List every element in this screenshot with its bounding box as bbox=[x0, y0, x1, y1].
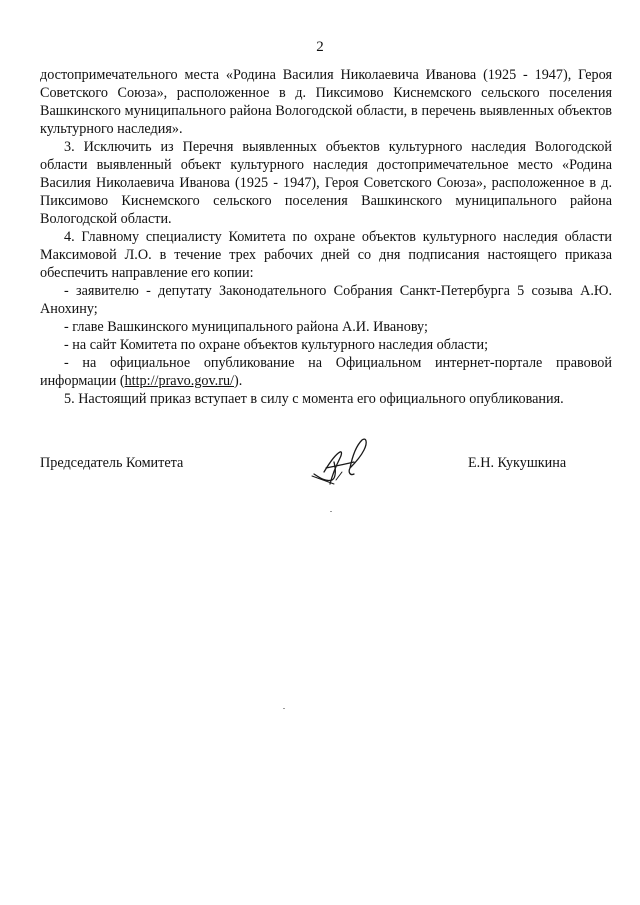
distribution-item-district-head: - главе Вашкинского муниципального района А.И. Иванову; bbox=[64, 319, 428, 335]
paragraph-3: 3. Исключить из Перечня выявленных объектов культурного наследия Вологодской области выявленный объект культурного наследия достопримечательное место «Родина Василия Николаевича Иванова (1925 - 1947), Героя Советского Союза», расположенное в д. Пиксимово Киснемского сельского поселения Вашкинского муниципального района Вологодской области. bbox=[40, 139, 612, 227]
distribution-item-applicant: - заявителю - депутату Законодательного Собрания Санкт-Петербурга 5 созыва А.Ю. Анохину; bbox=[40, 283, 612, 317]
order-body-text bbox=[40, 66, 612, 408]
handwritten-signature bbox=[306, 432, 386, 490]
scan-speck bbox=[283, 708, 285, 709]
paragraph-2-continuation: достопримечательного места «Родина Василия Николаевича Иванова (1925 - 1947), Героя Советского Союза», расположенное в д. Пиксимово Киснемского сельского поселения Вашкинского муниципального района Вологодской области, в перечень выявленных объектов культурного наследия». bbox=[40, 67, 612, 137]
signatory-name: Е.Н. Кукушкина bbox=[468, 455, 567, 471]
publication-text-end: ). bbox=[234, 373, 243, 389]
pravo-portal-link[interactable]: http://pravo.gov.ru/ bbox=[124, 373, 234, 389]
paragraph-4: 4. Главному специалисту Комитета по охране объектов культурного наследия области Максимовой Л.О. в течение трех рабочих дней со дня подписания настоящего приказа обеспечить направление его копии: bbox=[40, 229, 612, 281]
signatory-title: Председатель Комитета bbox=[40, 455, 184, 471]
paragraph-5: 5. Настоящий приказ вступает в силу с момента его официального опубликования. bbox=[64, 391, 564, 407]
scan-speck bbox=[330, 511, 332, 512]
page-number: 2 bbox=[316, 39, 324, 55]
distribution-item-website: - на сайт Комитета по охране объектов культурного наследия области; bbox=[64, 337, 489, 353]
distribution-item-publication bbox=[40, 354, 612, 390]
publication-text: - на официальное опубликование на Официальном интернет-портале правовой информации ( bbox=[40, 355, 612, 389]
